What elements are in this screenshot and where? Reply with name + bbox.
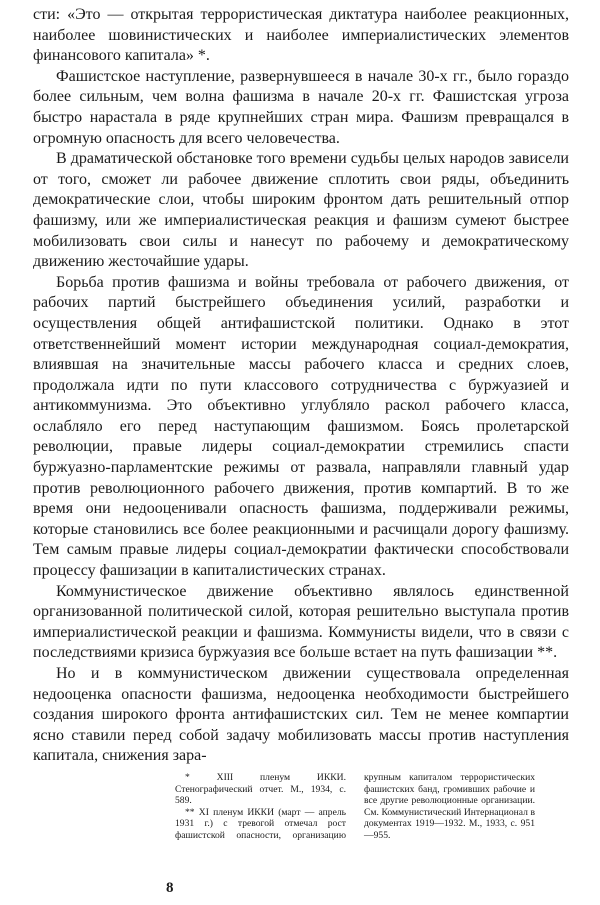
page-number: 8 <box>166 880 174 896</box>
footnote-1: * XIII пленум ИККИ. Стенографический отчет. М., 1934, с. 589. <box>175 772 346 807</box>
paragraph-5: Коммунистическое движение объективно являлось единственной организованной политической силой, которая решительно выступала против империалистической реакции и фашизма. Коммунисты видели, что в связи с последствиями кризиса буржуазия все больше встает на путь фашизации **. <box>33 582 569 662</box>
paragraph-6: Но и в коммунистическом движении существовала определенная недооценка опасности фашизма, недооценка необходимости быстрейшего создания широкого фронта антифашистских сил. Тем не менее компартии ясно ставили перед собой задачу мобилизовать массы против наступления капитала, снижения зара- <box>33 665 569 765</box>
book-page <box>33 5 569 767</box>
paragraph-3: В драматической обстановке того времени судьбы целых народов зависели от того, сможет ли рабочее движение сплотить свои ряды, объединить демократические слои, чтобы широким фронтом дать решительный отпор фашизму, или же империалистическая реакция и фашизм сумеют быстрее мобилизовать свои силы и нанесут по рабочему и демократическому движению жесточайшие удары. <box>33 150 569 271</box>
footnote-2: ** XI пленум ИККИ (март — апрель 1931 г.) с тревогой отмечал рост фашистской опасности, организацию крупным капиталом террористических фашистских банд, громивших рабочие и все другие революционные организации. См. Коммунистический Интернационал в документах 1919—1932. М., 1933, с. 951—955. <box>175 772 535 841</box>
paragraph-2: Фашистское наступление, развернувшееся в начале 30-х гг., было гораздо более сильным, чем волна фашизма в начале 20-х гг. Фашистская угроза быстро нарастала в ряде крупнейших стран мира. Фашизм превращался в огромную опасность для всего человечества. <box>33 67 569 147</box>
footnotes <box>175 772 535 842</box>
paragraph-4: Борьба против фашизма и войны требовала от рабочего движения, от рабочих партий быстрейшего объединения усилий, разработки и осуществления общей антифашистской политики. Однако в этот ответственнейший момент истории международная социал-демократия, влиявшая на значительные массы рабочего класса и средних слоев, продолжала идти по пути классового сотрудничества с буржуазией и антикоммунизма. Это объективно углубляло раскол рабочего класса, ослабляло его перед наступающим фашизмом. Боясь пролетарской революции, правые лидеры социал-демократии стремились спасти буржуазно-парламентские режимы от развала, направляли главный удар против революционного рабочего движения, против компартий. В то же время они недооценивали опасность фашизма, поддерживали режимы, которые становились все более реакционными и расчищали дорогу фашизму. Тем самым правые лидеры социал-демократии фактически способствовали процессу фашизации в капиталистических странах. <box>33 273 569 580</box>
paragraph-1: сти: «Это — открытая террористическая диктатура наиболее реакционных, наиболее шовинистических и наиболее империалистических элементов финансового капитала» *. <box>33 6 569 65</box>
